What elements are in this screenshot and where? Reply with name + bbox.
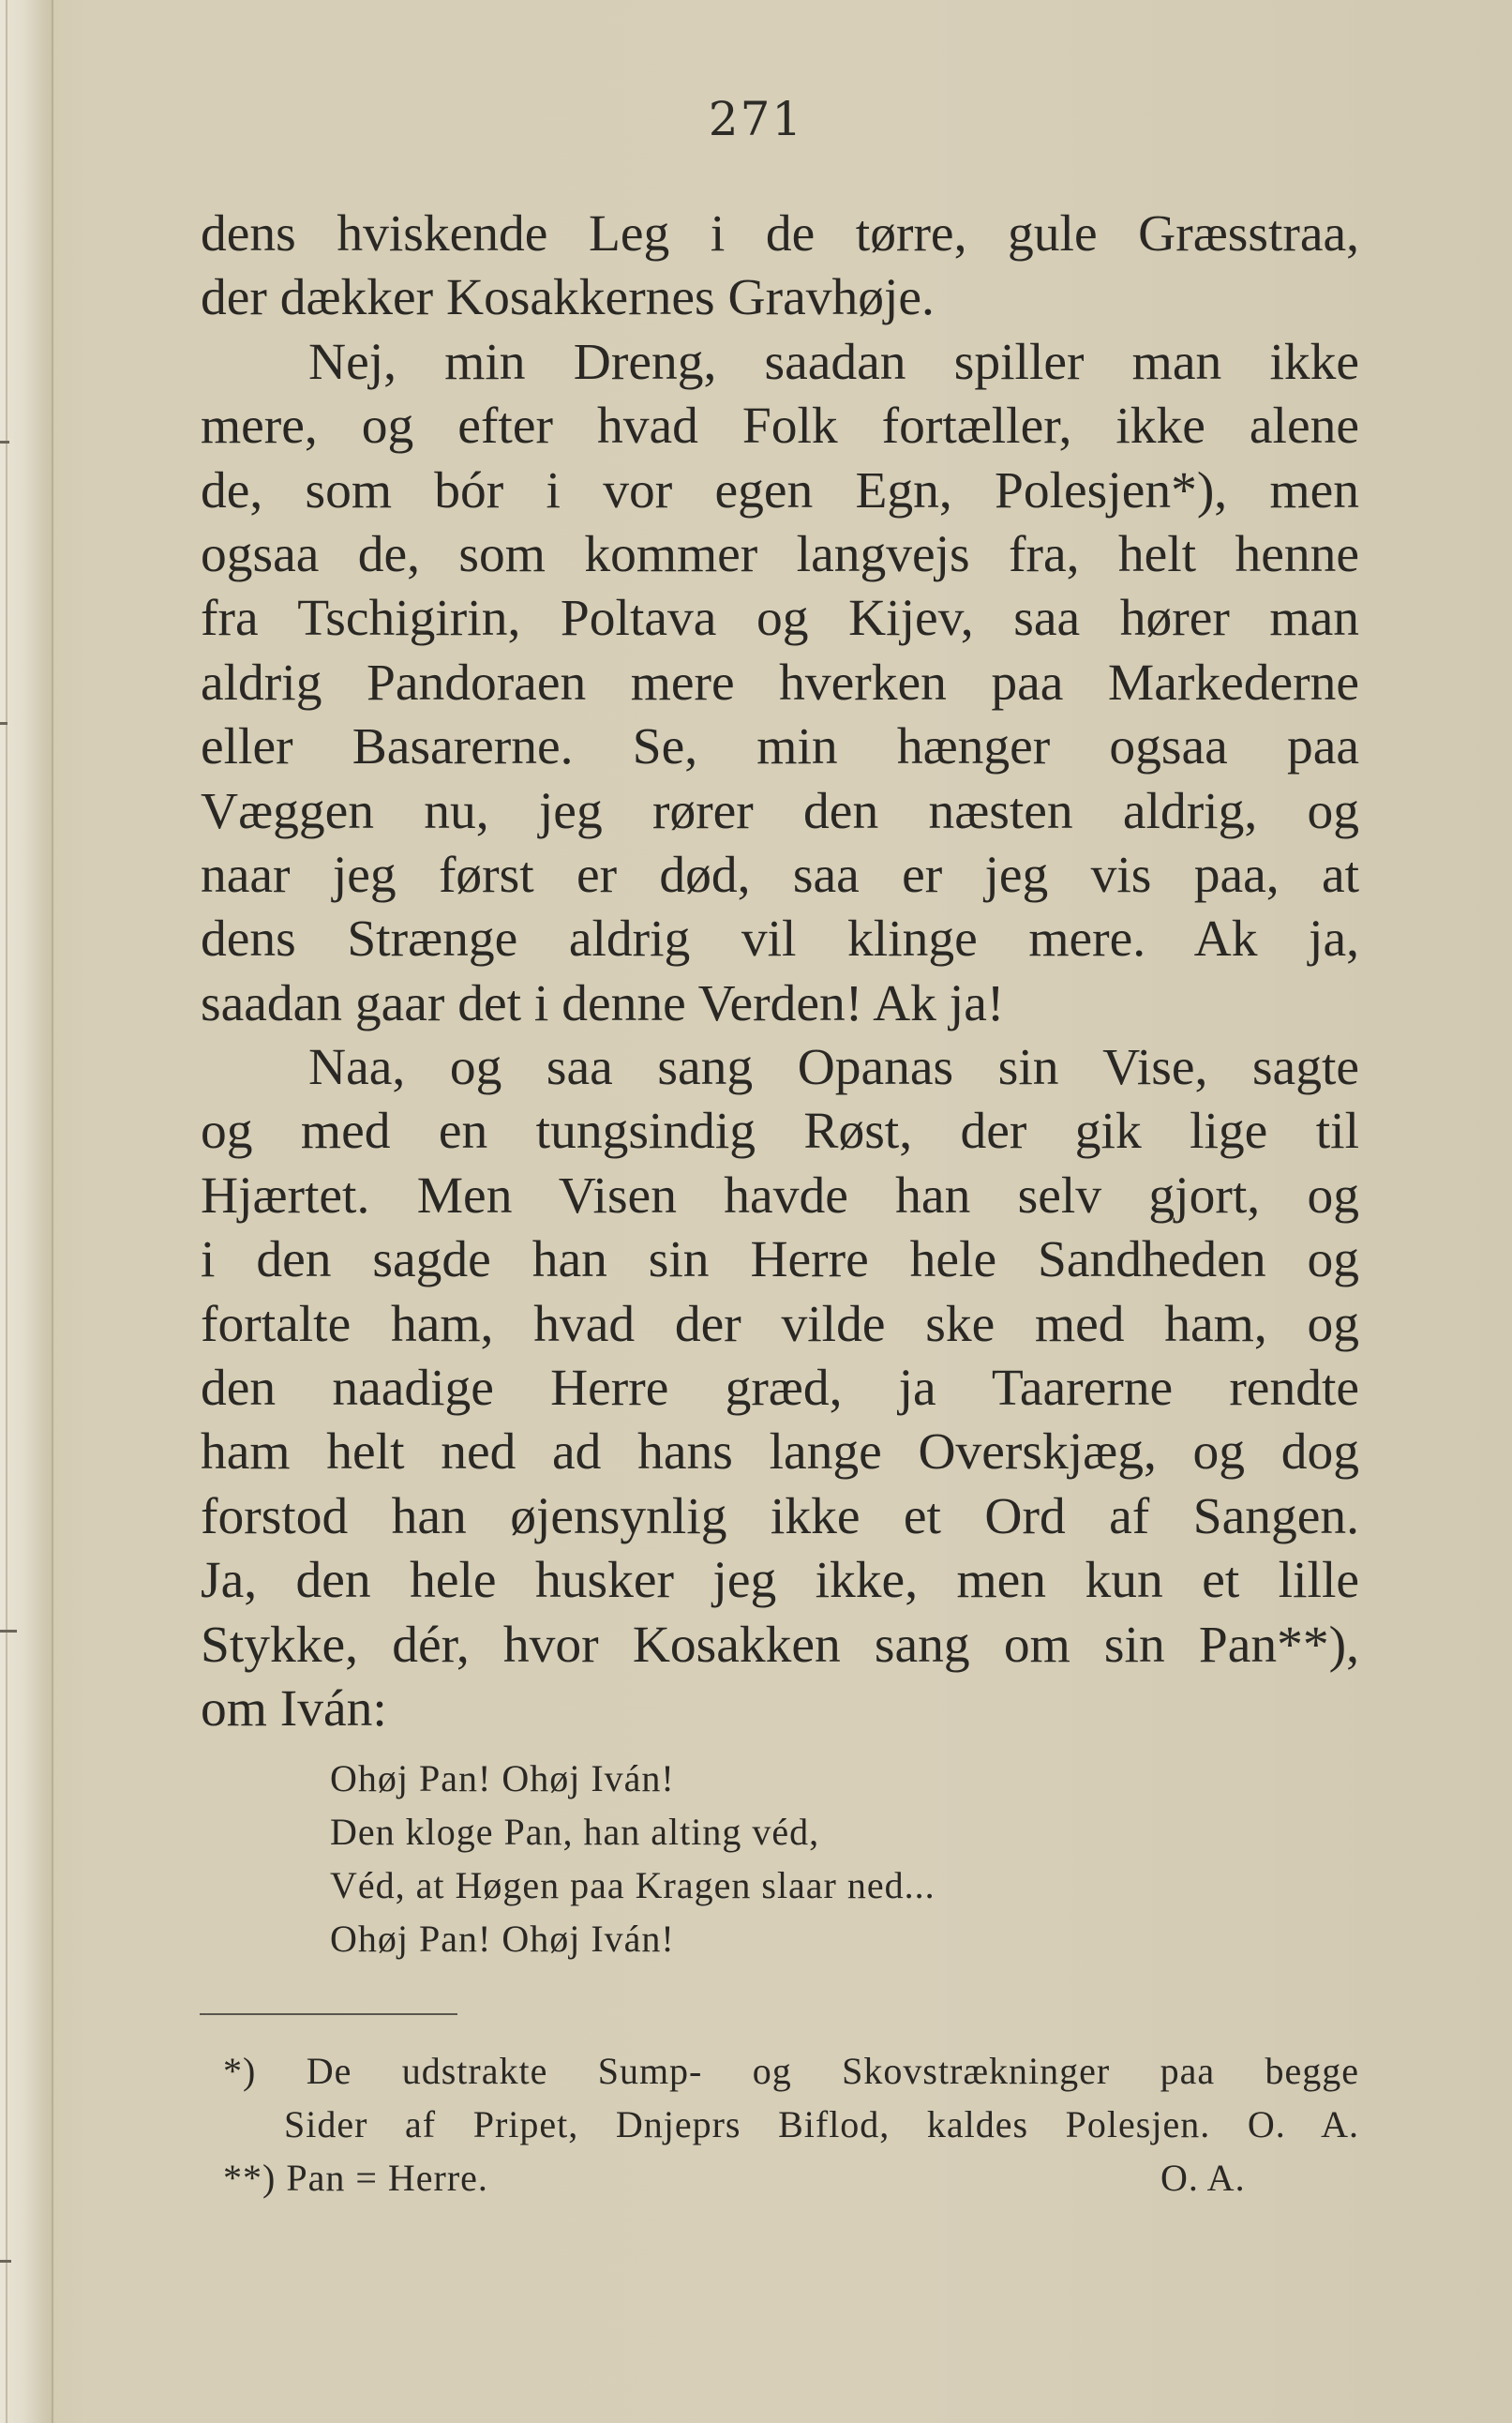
page-number: 271 — [708, 92, 804, 146]
text-line: saadan gaar det i denne Verden! Ak ja! — [201, 974, 1005, 1032]
text-line: Væggen nu, jeg rører den næsten aldrig, og — [201, 782, 1359, 840]
footnote-1-line-1: *) De udstrakte Sump- og Skovstrækninger paa begge — [223, 2050, 1359, 2092]
margin-mark — [0, 2260, 11, 2263]
text-line: Ja, den hele husker jeg ikke, men kun et lille — [201, 1552, 1359, 1610]
text-line: dens hviskende Leg i de tørre, gule Græsstraa, — [201, 205, 1359, 263]
footnote-separator — [200, 2013, 457, 2015]
text-line: ham helt ned ad hans lange Overskjæg, og dog — [201, 1423, 1359, 1482]
text-line: der dækker Kosakkernes Gravhøje. — [201, 269, 935, 327]
footnote-2-signature: O. A. — [1160, 2157, 1246, 2199]
poem-line: Véd, at Høgen paa Kragen slaar ned... — [330, 1864, 936, 1906]
gutter-edge — [6, 0, 7, 2423]
text-line: ogsaa de, som kommer langvejs fra, helt henne — [201, 525, 1359, 583]
margin-mark — [0, 722, 7, 725]
margin-mark — [0, 1630, 17, 1633]
body-text — [201, 203, 1359, 1741]
text-line: aldrig Pandoraen mere hverken paa Markederne — [201, 654, 1359, 712]
poem-stanza — [330, 1752, 936, 1965]
poem-line: Den kloge Pan, han alting véd, — [330, 1811, 820, 1853]
text-line: fra Tschigirin, Poltava og Kijev, saa hører man — [201, 590, 1359, 648]
text-line: de, som bór i vor egen Egn, Polesjen*), men — [201, 461, 1359, 519]
margin-mark — [0, 441, 9, 444]
text-line: naar jeg først er død, saa er jeg vis paa, at — [201, 846, 1359, 904]
text-line: Hjærtet. Men Visen havde han selv gjort, og — [201, 1166, 1359, 1225]
text-line: forstod han øjensynlig ikke et Ord af Sangen. — [201, 1487, 1359, 1545]
text-line: eller Basarerne. Se, min hænger ogsaa paa — [201, 718, 1359, 776]
text-line: Stykke, dér, hvor Kosakken sang om sin Pan**), — [201, 1616, 1359, 1674]
text-line: Nej, min Dreng, saadan spiller man ikke — [308, 333, 1359, 391]
footnote-1-line-2: Sider af Pripet, Dnjeprs Biflod, kaldes Polesjen. O. A. — [284, 2103, 1359, 2145]
text-line: dens Strænge aldrig vil klinge mere. Ak ja, — [201, 911, 1359, 969]
poem-line: Ohøj Pan! Ohøj Iván! — [330, 1918, 675, 1960]
footnote-2 — [223, 2151, 1359, 2205]
text-line: om Iván: — [201, 1679, 387, 1738]
footnotes — [223, 2044, 1359, 2205]
text-line: og med en tungsindig Røst, der gik lige til — [201, 1103, 1359, 1161]
text-line: i den sagde han sin Herre hele Sandheden og — [201, 1231, 1359, 1289]
text-line: Naa, og saa sang Opanas sin Vise, sagte — [308, 1039, 1359, 1097]
text-line: fortalte ham, hvad der vilde ske med ham, og — [201, 1295, 1359, 1353]
poem-line: Ohøj Pan! Ohøj Iván! — [330, 1757, 675, 1799]
text-line: den naadige Herre græd, ja Taarerne rendte — [201, 1360, 1359, 1418]
footnote-2-text: **) Pan = Herre. — [223, 2157, 488, 2199]
text-line: mere, og efter hvad Folk fortæller, ikke alene — [201, 398, 1359, 456]
book-gutter — [0, 0, 53, 2423]
